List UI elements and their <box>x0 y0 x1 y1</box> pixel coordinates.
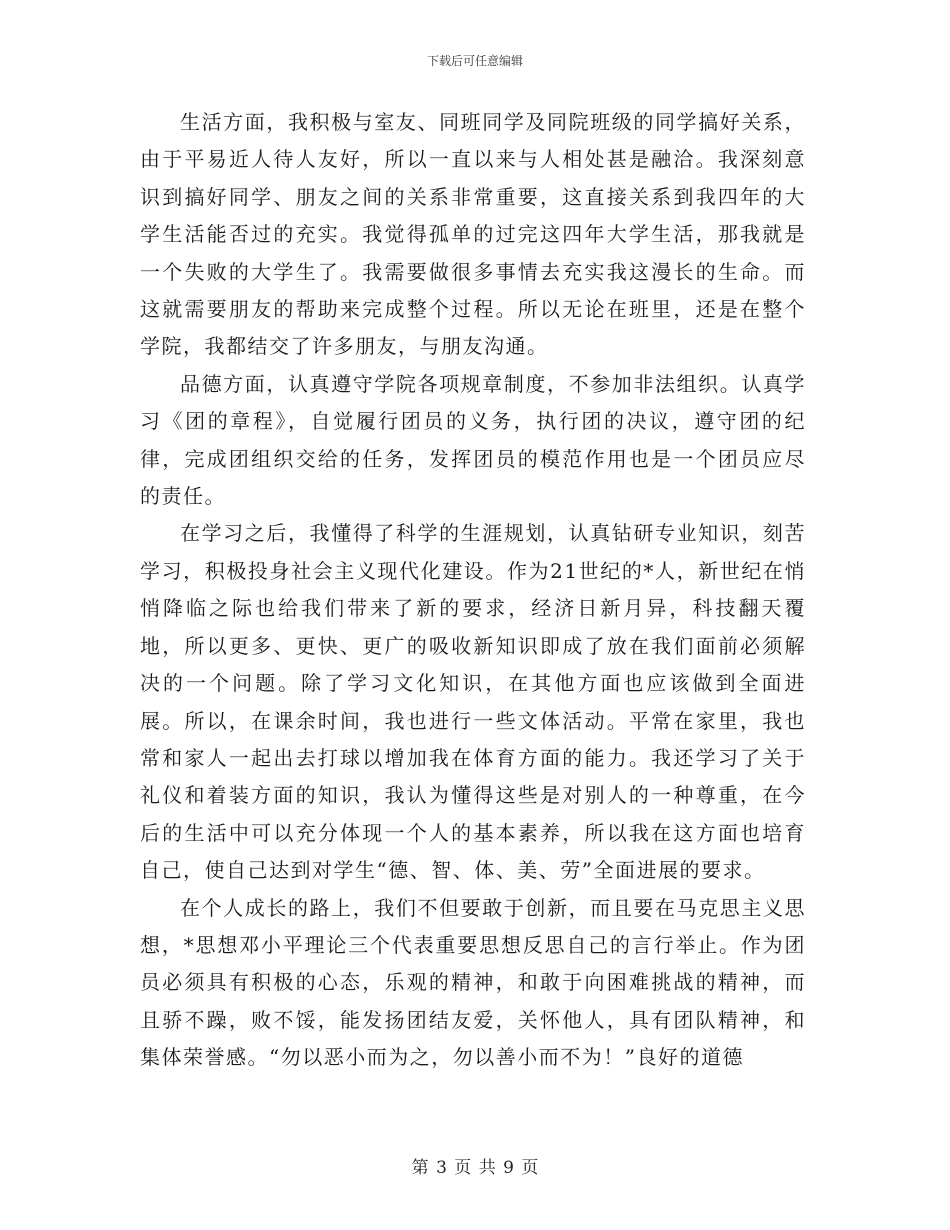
document-body <box>140 104 806 1077</box>
paragraph-life: 生活方面，我积极与室友、同班同学及同院班级的同学搞好关系，由于平易近人待人友好，所以一直以来与人相处甚是融洽。我深刻意识到搞好同学、朋友之间的关系非常重要，这直接关系到我四年的大学生活能否过的充实。我觉得孤单的过完这四年大学生活，那我就是一个失败的大学生了。我需要做很多事情去充实我这漫长的生命。而这就需要朋友的帮助来完成整个过程。所以无论在班里，还是在整个学院，我都结交了许多朋友，与朋友沟通。 <box>140 110 806 359</box>
paragraph-growth: 在个人成长的路上，我们不但要敢于创新，而且要在马克思主义思想，*思想邓小平理论三个代表重要思想反思自己的言行举止。作为团员必须具有积极的心态，乐观的精神，和敢于向困难挑战的精神，而且骄不躁，败不馁，能发扬团结友爱，关怀他人，具有团队精神，和集体荣誉感。“勿以恶小而为之，勿以善小而不为！”良好的道德 <box>140 895 806 1070</box>
paragraph-morality: 品德方面，认真遵守学院各项规章制度，不参加非法组织。认真学习《团的章程》，自觉履行团员的义务，执行团的决议，遵守团的纪律，完成团组织交给的任务，发挥团员的模范作用也是一个团员应尽的责任。 <box>140 371 806 509</box>
page-header: 下载后可任意编辑 <box>426 54 523 68</box>
page-number: 第 3 页 共 9 页 <box>411 1158 539 1178</box>
paragraph-study: 在学习之后，我懂得了科学的生涯规划，认真钻研专业知识，刻苦学习，积极投身社会主义现代化建设。作为21世纪的*人，新世纪在悄悄降临之际也给我们带来了新的要求，经济日新月异，科技翻天覆地，所以更多、更快、更广的吸收新知识即成了放在我们面前必须解决的一个问题。除了学习文化知识，在其他方面也应该做到全面进展。所以，在课余时间，我也进行一些文体活动。平常在家里，我也常和家人一起出去打球以增加我在体育方面的能力。我还学习了关于礼仪和着装方面的知识，我认为懂得这些是对别人的一种尊重，在今后的生活中可以充分体现一个人的基本素养，所以我在这方面也培育自己，使自己达到对学生“德、智、体、美、劳”全面进展的要求。 <box>140 521 806 883</box>
